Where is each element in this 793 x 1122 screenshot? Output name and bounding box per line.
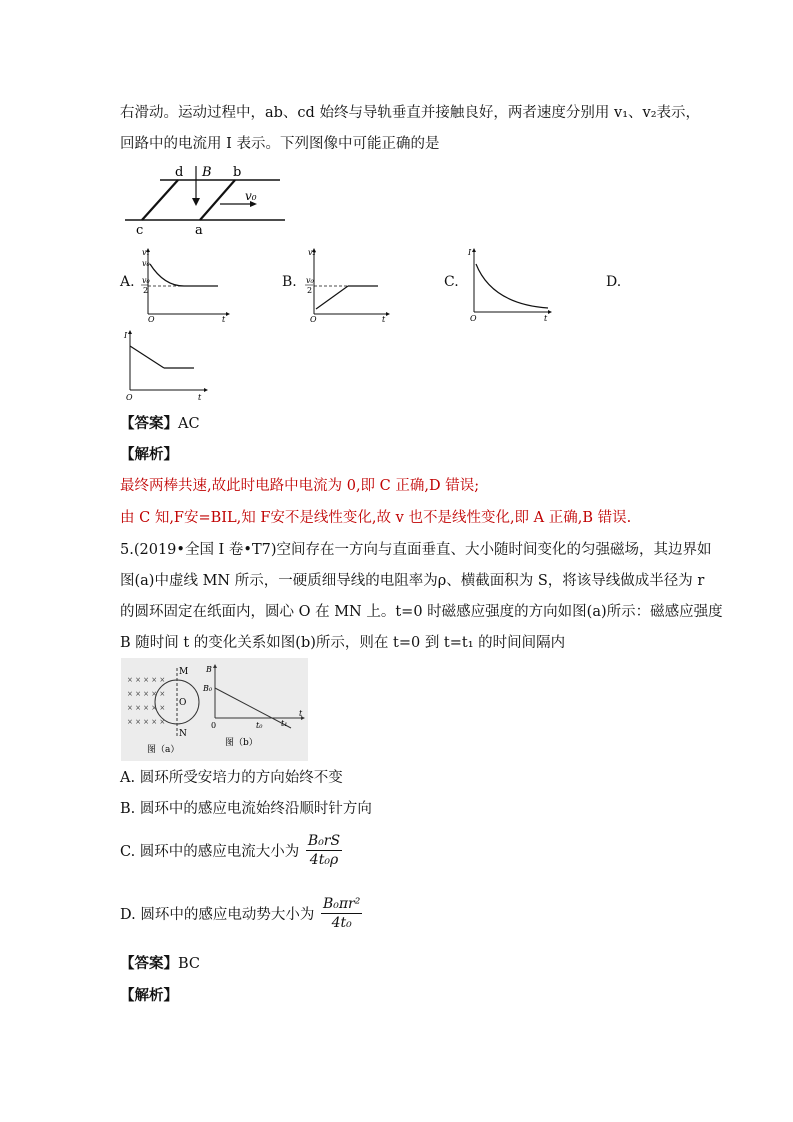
rod-ab	[200, 180, 235, 220]
q5-option-b: B. 圆环中的感应电流始终沿顺时针方向	[120, 801, 372, 817]
option-c-graph	[462, 246, 562, 326]
rails-figure	[120, 160, 290, 242]
q5-line-2: 图(a)中虚线 MN 所示，一硬质细导线的电阻率为ρ、横截面积为 S，将该导线做成半径为 r	[120, 573, 705, 589]
label-a: a	[195, 223, 203, 238]
label-d: d	[175, 165, 184, 180]
svg-text:t: t	[198, 393, 202, 402]
svg-text:t₁: t₁	[281, 719, 288, 728]
q5-option-a: A. 圆环所受安培力的方向始终不变	[120, 770, 343, 786]
label-b: b	[233, 165, 242, 180]
svg-text:× × × × ×: × × × × ×	[127, 718, 166, 726]
svg-text:O: O	[126, 393, 133, 402]
analysis-q4-line-1: 最终两棒共速,故此时电路中电流为 0,即 C 正确,D 错误;	[120, 478, 480, 494]
svg-text:× × × × ×: × × × × ×	[127, 704, 166, 712]
svg-text:t₀: t₀	[256, 721, 263, 730]
option-b-letter: B.	[282, 274, 297, 290]
svg-text:v₀: v₀	[142, 276, 150, 285]
label-v0: v₀	[245, 189, 257, 203]
analysis-q5-label: 【解析】	[120, 987, 178, 1004]
option-b-graph	[298, 246, 398, 326]
svg-text:B: B	[206, 665, 212, 674]
analysis-q4-label: 【解析】	[120, 446, 178, 463]
svg-text:O: O	[179, 698, 187, 708]
svg-text:图（b）: 图（b）	[225, 738, 258, 748]
option-a-letter: A.	[120, 274, 135, 290]
label-c: c	[136, 223, 144, 238]
option-a-graph	[134, 246, 234, 326]
svg-text:2: 2	[143, 286, 149, 295]
option-d-graph	[116, 328, 216, 408]
svg-text:t: t	[222, 315, 226, 322]
option-c-letter: C.	[444, 274, 459, 290]
svg-text:O: O	[148, 315, 155, 322]
q5-figure-photo	[121, 658, 308, 761]
svg-text:I: I	[124, 331, 128, 340]
intro-line-2: 回路中的电流用 I 表示。下列图像中可能正确的是	[120, 136, 440, 152]
svg-text:v₀: v₀	[306, 276, 314, 285]
option-d-letter: D.	[606, 274, 622, 290]
svg-text:O: O	[310, 315, 317, 322]
svg-text:t: t	[299, 709, 303, 718]
q5-option-d: D. 圆环中的感应电动势大小为 $\frac{\text{B₀πr²}}{\text{4t₀}}$	[120, 896, 361, 931]
svg-text:t: t	[382, 315, 386, 322]
q5-option-c: C. 圆环中的感应电流大小为 $\frac{\text{B₀rS}}{\text{4t₀ρ}}$	[120, 833, 341, 868]
svg-text:B₀: B₀	[203, 684, 213, 693]
svg-text:v₁: v₁	[142, 248, 150, 257]
svg-text:v₂: v₂	[308, 248, 316, 257]
q5-line-4: B 随时间 t 的变化关系如图(b)所示，则在 t=0 到 t=t₁ 的时间间隔内	[120, 635, 566, 651]
svg-text:t: t	[544, 314, 548, 322]
svg-text:× × × × ×: × × × × ×	[127, 676, 166, 684]
svg-text:2: 2	[307, 286, 313, 295]
svg-text:I: I	[468, 248, 472, 257]
label-B: B	[202, 165, 212, 180]
svg-text:图（a）: 图（a）	[147, 745, 180, 755]
analysis-q4-line-2: 由 C 知,F安=BIL,知 F安不是线性变化,故 v 也不是线性变化,即 A 正确,B 错误.	[120, 510, 632, 526]
svg-text:v₀: v₀	[142, 259, 150, 268]
intro-line-1: 右滑动。运动过程中，ab、cd 始终与导轨垂直并接触良好，两者速度分别用 v₁、v₂表示，	[120, 105, 701, 121]
svg-text:× × × × ×: × × × × ×	[127, 690, 166, 698]
svg-text:M: M	[179, 667, 189, 677]
rod-cd	[142, 180, 178, 220]
q5-line-1: 5.(2019•全国 I 卷•T7)空间存在一方向与直面垂直、大小随时间变化的匀强磁场，其边界如	[120, 542, 712, 558]
svg-text:O: O	[470, 314, 477, 322]
answer-q5: 【答案】BC	[120, 955, 201, 972]
svg-text:N: N	[179, 729, 187, 739]
answer-q4: 【答案】AC	[120, 415, 200, 432]
svg-text:0: 0	[211, 721, 217, 730]
q5-line-3: 的圆环固定在纸面内，圆心 O 在 MN 上。t=0 时磁感应强度的方向如图(a)所示：磁感应强度	[120, 604, 723, 620]
